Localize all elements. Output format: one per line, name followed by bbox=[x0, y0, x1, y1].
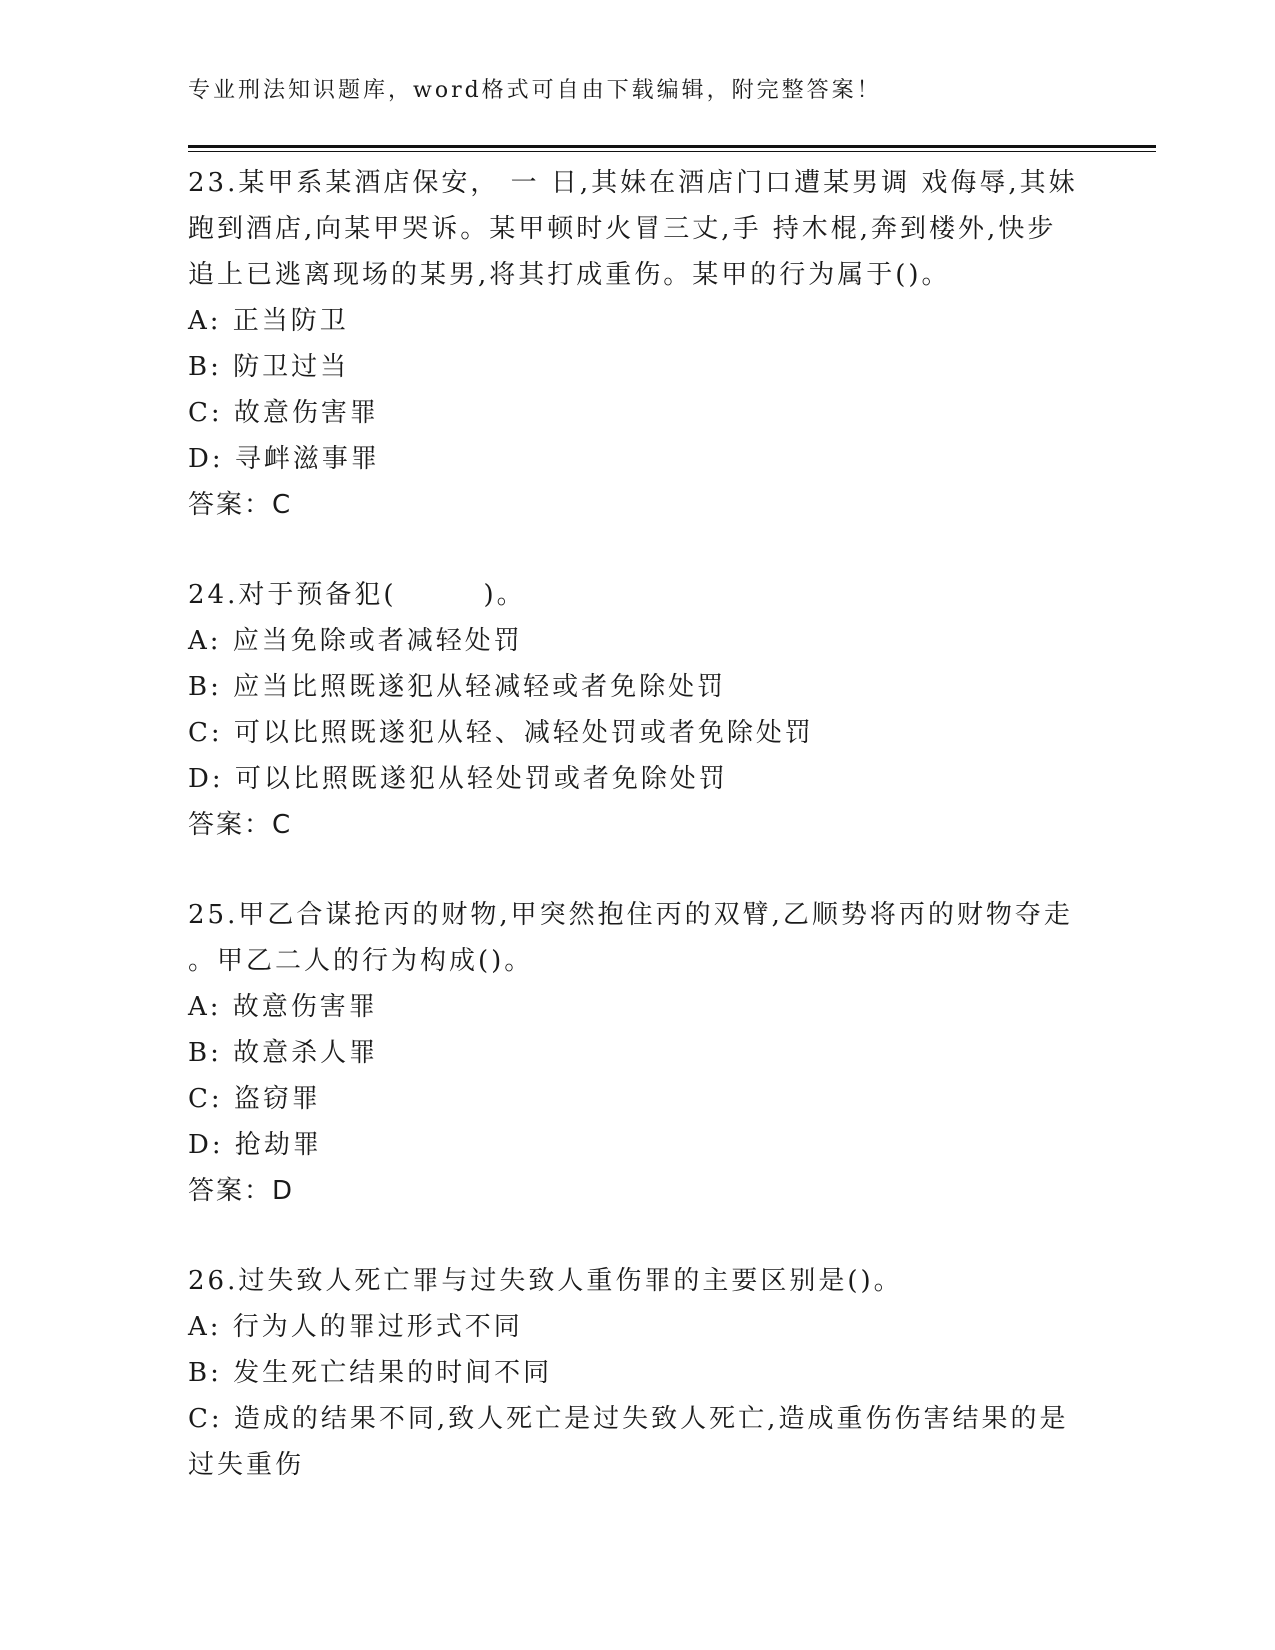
option-d: D: 寻衅滋事罪 bbox=[188, 444, 380, 474]
option-a: A: 故意伤害罪 bbox=[188, 992, 378, 1022]
question-26 bbox=[188, 1258, 1088, 1488]
question-stem-line: 24.对于预备犯( )。 bbox=[188, 580, 526, 610]
option-b: B: 防卫过当 bbox=[188, 352, 350, 382]
answer-line: 答案：C bbox=[188, 810, 293, 840]
option-c: C: 盗窃罪 bbox=[188, 1084, 321, 1114]
question-spacer bbox=[188, 528, 1088, 572]
question-stem-line: 25.甲乙合谋抢丙的财物,甲突然抱住丙的双臂,乙顺势将丙的财物夺走 bbox=[188, 900, 1073, 930]
option-c-continued: 过失重伤 bbox=[188, 1450, 305, 1480]
option-a: A: 正当防卫 bbox=[188, 306, 349, 336]
question-24 bbox=[188, 572, 1088, 848]
option-d: D: 抢劫罪 bbox=[188, 1130, 322, 1160]
question-25 bbox=[188, 892, 1088, 1214]
question-stem-line: 追上已逃离现场的某男,将其打成重伤。某甲的行为属于()。 bbox=[188, 260, 951, 290]
option-b: B: 故意杀人罪 bbox=[188, 1038, 379, 1068]
header-note: 专业刑法知识题库，word格式可自由下载编辑，附完整答案！ bbox=[188, 78, 882, 103]
option-c: C: 造成的结果不同,致人死亡是过失致人死亡,造成重伤伤害结果的是 bbox=[188, 1404, 1069, 1434]
question-23 bbox=[188, 160, 1088, 528]
option-d: D: 可以比照既遂犯从轻处罚或者免除处罚 bbox=[188, 764, 728, 794]
question-stem-line: 26.过失致人死亡罪与过失致人重伤罪的主要区别是()。 bbox=[188, 1266, 903, 1296]
option-b: B: 应当比照既遂犯从轻减轻或者免除处罚 bbox=[188, 672, 727, 702]
header-rule-thin bbox=[188, 151, 1156, 152]
option-c: C: 故意伤害罪 bbox=[188, 398, 379, 428]
header-rule-thick bbox=[188, 145, 1156, 148]
option-b: B: 发生死亡结果的时间不同 bbox=[188, 1358, 553, 1388]
option-c: C: 可以比照既遂犯从轻、减轻处罚或者免除处罚 bbox=[188, 718, 814, 748]
question-stem-line: 23.某甲系某酒店保安， 一 日,其妹在酒店门口遭某男调 戏侮辱,其妹 bbox=[188, 168, 1078, 198]
answer-line: 答案：D bbox=[188, 1176, 295, 1206]
option-a: A: 应当免除或者减轻处罚 bbox=[188, 626, 523, 656]
question-spacer bbox=[188, 1214, 1088, 1258]
question-spacer bbox=[188, 848, 1088, 892]
answer-line: 答案：C bbox=[188, 490, 293, 520]
option-a: A: 行为人的罪过形式不同 bbox=[188, 1312, 523, 1342]
question-stem-line: 跑到酒店,向某甲哭诉。某甲顿时火冒三丈,手 持木棍,奔到楼外,快步 bbox=[188, 214, 1057, 244]
question-stem-line: 。甲乙二人的行为构成()。 bbox=[188, 946, 534, 976]
question-list bbox=[188, 160, 1088, 1488]
